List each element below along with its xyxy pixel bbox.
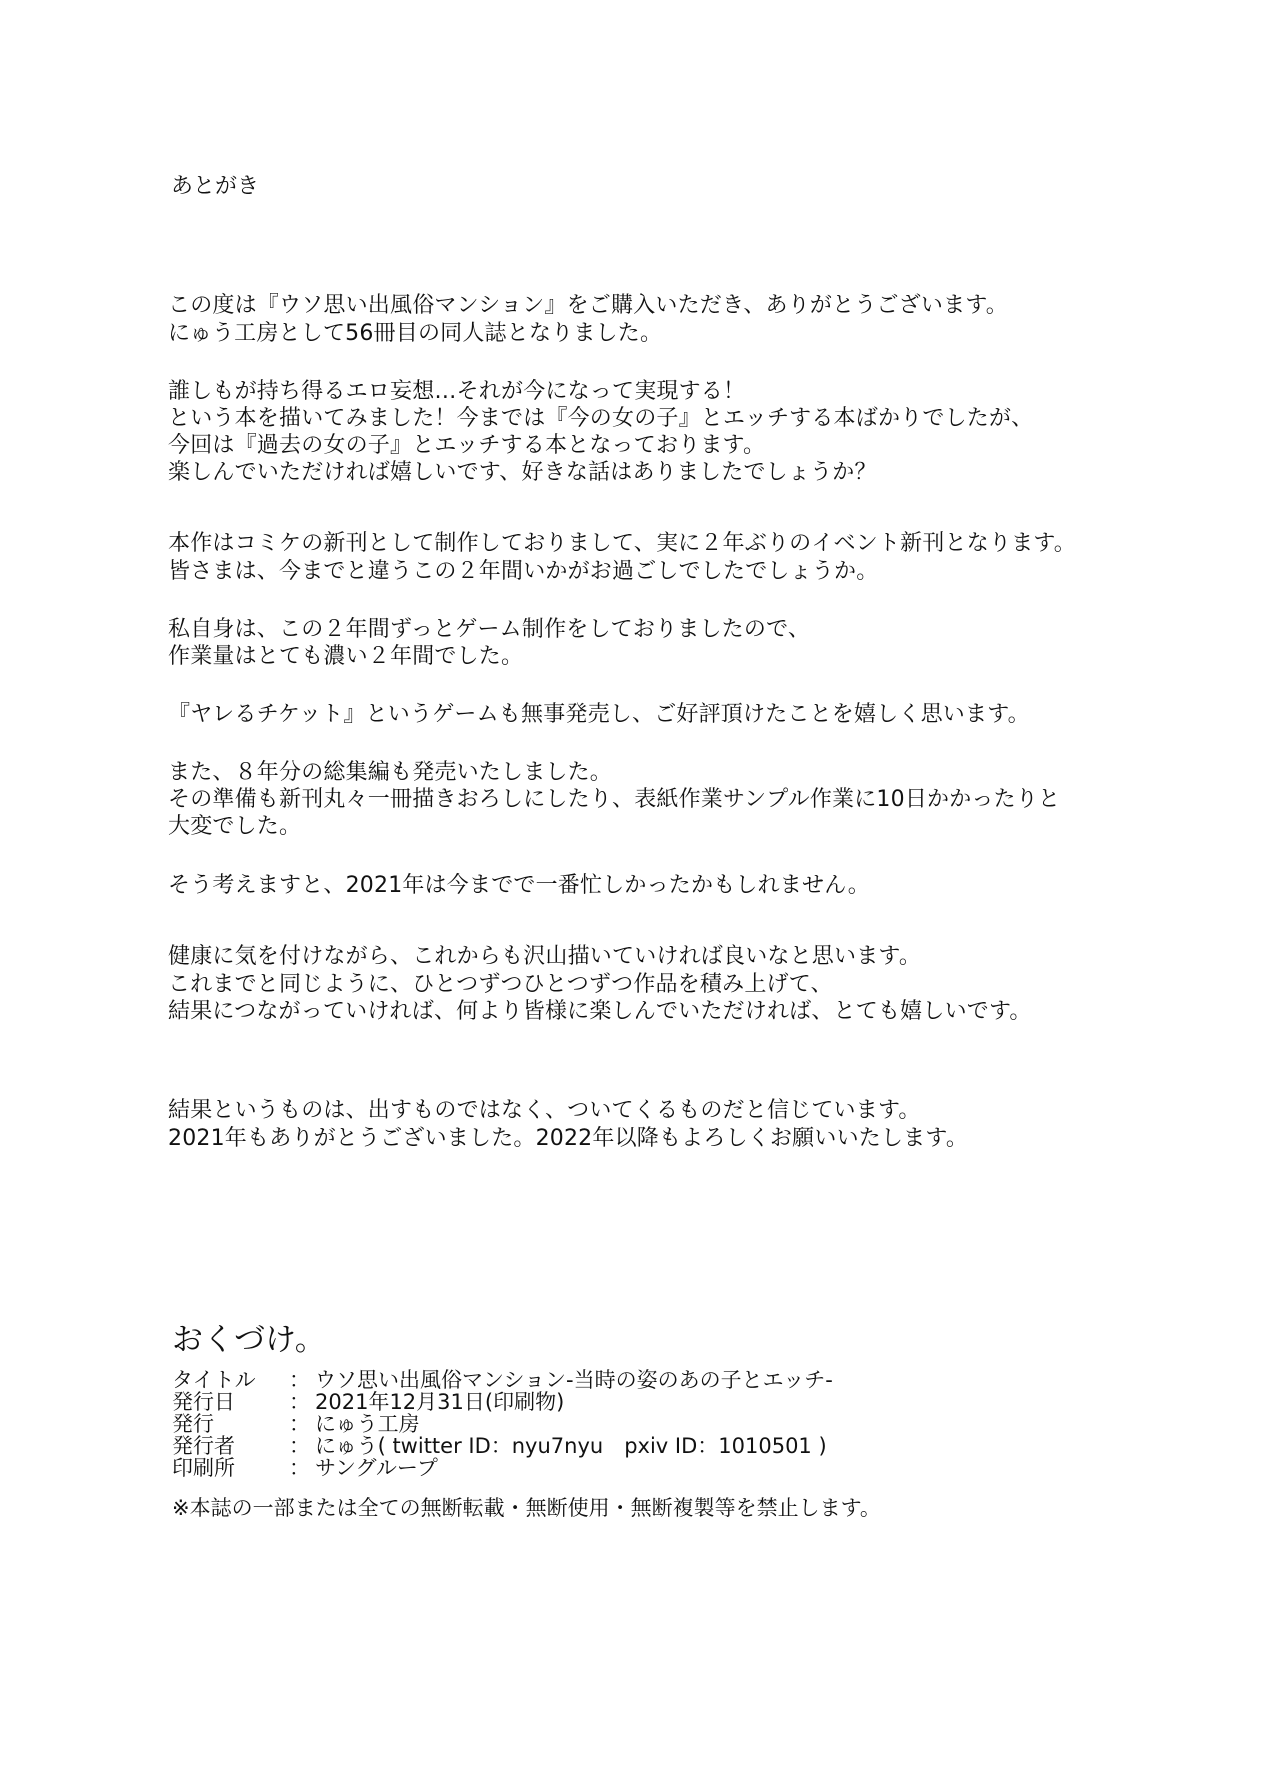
afterword-line: 今回は『過去の女の子』とエッチする本となっております。 [168,433,766,458]
colophon-separator: ： [289,1368,310,1392]
afterword-line: そう考えますと、2021年は今までで一番忙しかったかもしれません。 [168,873,870,898]
afterword-line: 2021年もありがとうございました。2022年以降もよろしくお願いいたします。 [168,1126,969,1151]
afterword-line: 誰しもが持ち得るエロ妄想…それが今になって実現する！ [168,379,746,404]
colophon-label: 発行 [172,1412,214,1436]
colophon-label: 発行者 [172,1434,235,1458]
afterword-line: 大変でした。 [168,814,302,839]
afterword-line: 作業量はとても濃い２年間でした。 [168,644,524,669]
afterword-line: 結果につながっていければ、何より皆様に楽しんでいただければ、とても嬉しいです。 [168,999,1032,1024]
colophon-row [172,1369,833,1391]
colophon-separator: ： [289,1412,310,1436]
colophon-row [172,1391,564,1413]
afterword-line: という本を描いてみました！今までは『今の女の子』とエッチする本ばかりでしたが、 [168,406,1034,431]
afterword-line: 結果というものは、出すものではなく、ついてくるものだと信じています。 [168,1098,921,1123]
afterword-line: 本作はコミケの新刊として制作しておりまして、実に２年ぶりのイベント新刊となります。 [168,531,1077,556]
colophon-label: 発行日 [172,1390,235,1414]
colophon-value: サングループ [315,1456,438,1480]
colophon-title: おくづけ。 [172,1322,326,1358]
afterword-line: 楽しんでいただければ嬉しいです、好きな話はありましたでしょうか？ [168,460,877,485]
colophon-separator: ： [289,1390,310,1414]
colophon-separator: ： [289,1456,310,1480]
afterword-heading: あとがき [171,174,260,199]
afterword-line: これまでと同じように、ひとつずつひとつずつ作品を積み上げて、 [168,972,833,997]
afterword-line: また、８年分の総集編も発売いたしました。 [168,760,613,785]
colophon-separator: ： [289,1434,310,1458]
afterword-line: 私自身は、この２年間ずっとゲーム制作をしておりましたので、 [168,617,811,642]
colophon-label: タイトル [172,1368,256,1392]
afterword-line: その準備も新刊丸々一冊描きおろしにしたり、表紙作業サンプル作業に10日かかったりと [168,787,1061,812]
colophon-row [172,1413,420,1435]
afterword-line: この度は『ウソ思い出風俗マンション』をご購入いただき、ありがとうございます。 [168,293,1008,318]
colophon-label: 印刷所 [172,1456,235,1480]
colophon-row [172,1457,438,1479]
afterword-line: 『ヤレるチケット』というゲームも無事発売し、ご好評頂けたことを嬉しく思います。 [168,702,1030,727]
copyright-notice: ※本誌の一部または全ての無断転載・無断使用・無断複製等を禁止します。 [172,1496,881,1520]
colophon-row [172,1435,827,1457]
colophon-value: ウソ思い出風俗マンション-当時の姿のあの子とエッチ- [315,1368,833,1392]
afterword-line: にゅう工房として56冊目の同人誌となりました。 [168,321,663,346]
colophon-value: にゅう工房 [315,1412,420,1436]
colophon-value: にゅう( twitter ID：nyu7nyu pxiv ID：1010501 ) [315,1434,827,1458]
colophon-value: 2021年12月31日(印刷物) [315,1390,565,1414]
afterword-line: 皆さまは、今までと違うこの２年間いかがお過ごしでしたでしょうか。 [168,559,879,584]
afterword-line: 健康に気を付けながら、これからも沢山描いていければ良いなと思います。 [168,944,922,969]
